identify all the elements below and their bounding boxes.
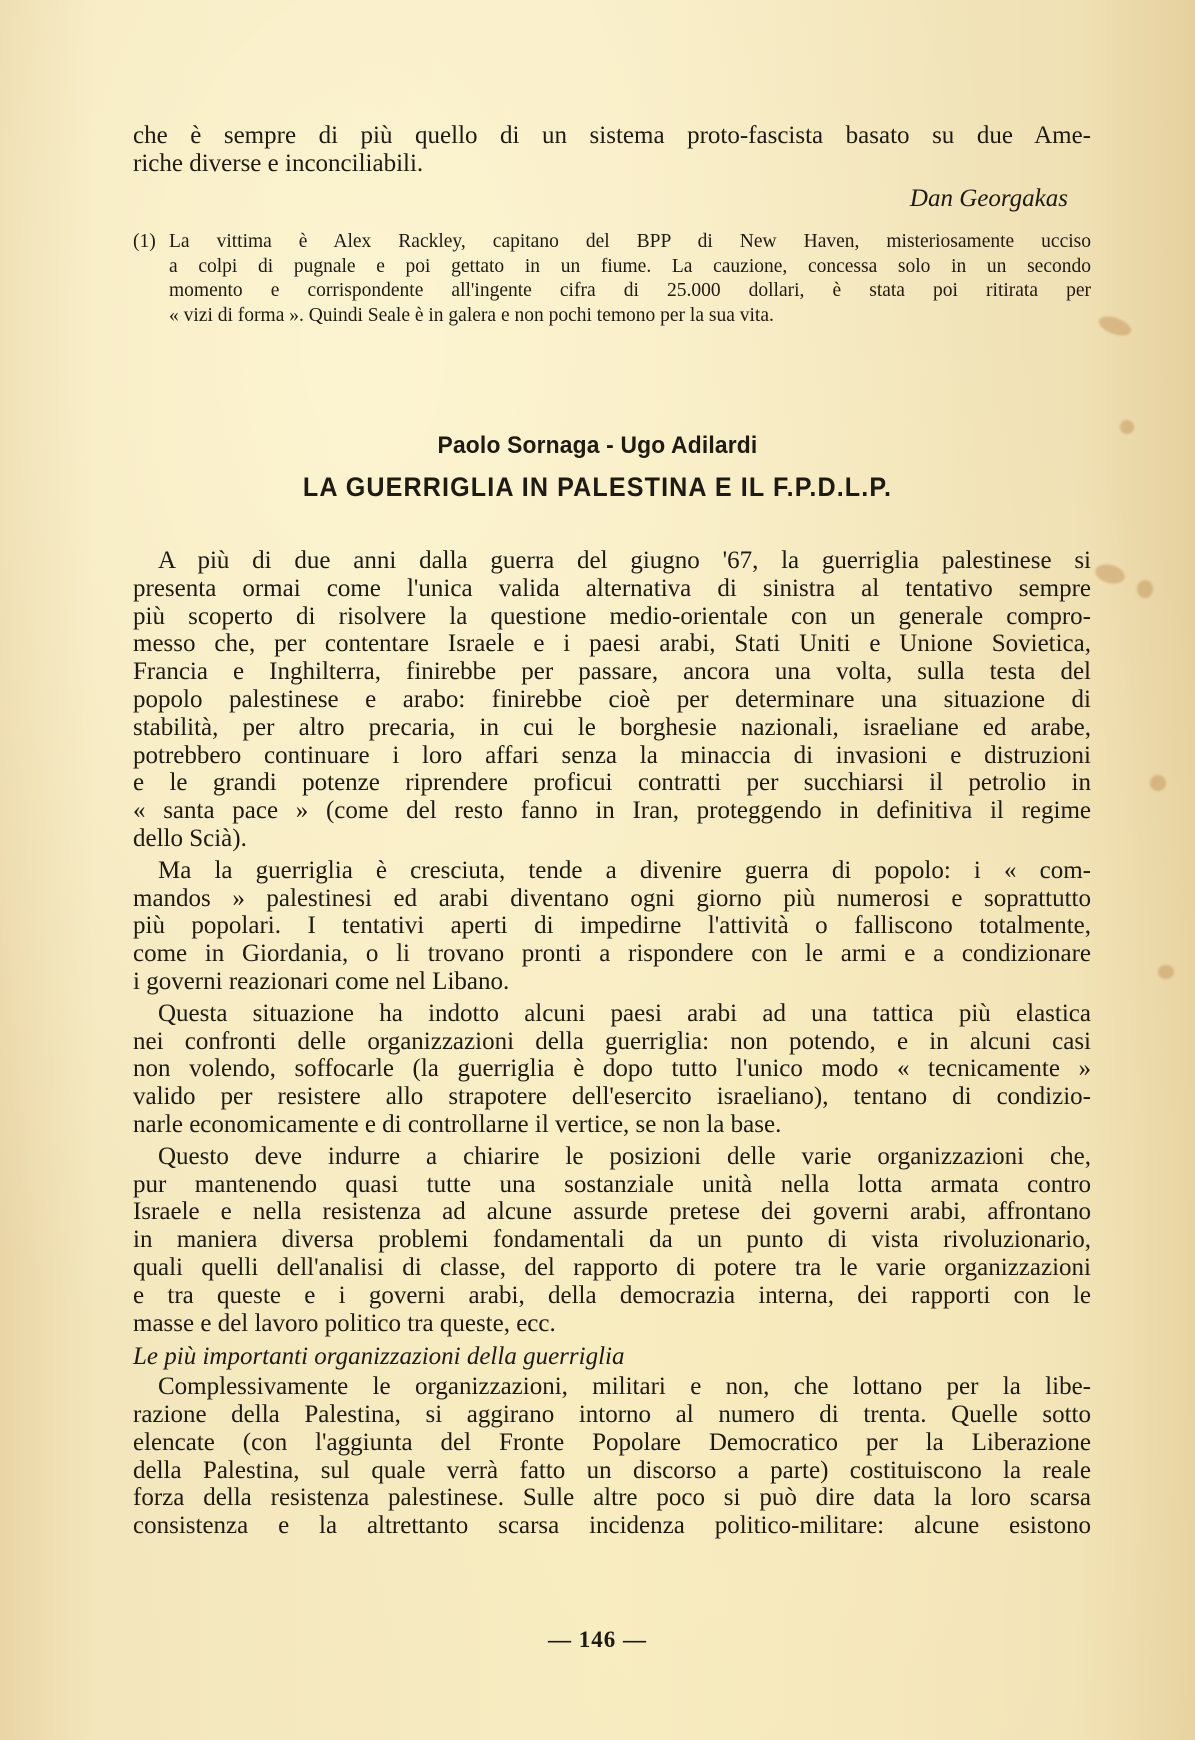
footnote-line: a colpi di pugnale e poi gettato in un fiume. La cauzione, concessa solo in un secondo: [169, 255, 1091, 277]
text-line: e le grandi potenze riprendere proficui contratti per succhiarsi il petrolio in: [133, 769, 1091, 797]
paragraph: [133, 547, 1091, 853]
text-line: messo che, per contentare Israele e i paesi arabi, Stati Uniti e Unione Sovietica,: [133, 630, 1091, 658]
text-line: potrebbero continuare i loro affari senza la minaccia di invasioni e distruzioni: [133, 741, 1091, 769]
previous-article-ending: [133, 122, 1091, 178]
text-line: e tra queste e i governi arabi, della democrazia interna, dei rapporti con le: [133, 1281, 1091, 1309]
article-authors: Paolo Sornaga - Ugo Adilardi: [437, 432, 758, 459]
footnote: [133, 230, 1091, 328]
text-line: presenta ormai come l'unica valida alternativa di sinistra al tentativo sempre: [133, 574, 1091, 602]
text-line: razione della Palestina, si aggirano intorno al numero di trenta. Quelle sotto: [133, 1400, 1091, 1428]
stain-mark: [1137, 580, 1153, 598]
footnote-line: La vittima è Alex Rackley, capitano del BPP di New Haven, misteriosamente ucciso: [169, 231, 1091, 252]
text-line: che è sempre di più quello di un sistema proto-fascista basato su due Ame-: [133, 122, 1091, 149]
text-line: forza della resistenza palestinese. Sulle altre poco si può dire data la loro scarsa: [133, 1484, 1091, 1512]
text-line: popolo palestinese e arabo: finirebbe cioè per determinare una situazione di: [133, 685, 1091, 713]
text-line: Francia e Inghilterra, finirebbe per passare, ancora una volta, sulla testa del: [133, 658, 1091, 686]
paragraph: [133, 1143, 1091, 1338]
text-line: Complessivamente le organizzazioni, militari e non, che lottano per la libe-: [158, 1373, 1091, 1401]
text-line: consistenza e la altrettanto scarsa incidenza politico-militare: alcune esistono: [133, 1512, 1091, 1540]
text-line: i governi reazionari come nel Libano.: [133, 967, 510, 995]
text-line: pur mantenendo quasi tutte una sostanziale unità nella lotta armata contro: [133, 1170, 1091, 1198]
article-title: LA GUERRIGLIA IN PALESTINA E IL F.P.D.L.P.: [302, 472, 893, 502]
footnote-body: [133, 230, 1091, 328]
article-body: [133, 547, 1091, 1540]
text-line: quali quelli dell'analisi di classe, del rapporto di potere tra le varie organizzazioni: [133, 1253, 1091, 1281]
text-line: in maniera diversa problemi fondamentali da un punto di vista rivoluzionario,: [133, 1226, 1091, 1254]
text-line: « santa pace » (come del resto fanno in Iran, proteggendo in definitiva il regime: [133, 797, 1091, 825]
stain-mark: [1158, 965, 1174, 979]
text-line: elencate (con l'aggiunta del Fronte Popolare Democratico per la Liberazione: [133, 1428, 1091, 1456]
paragraph: [133, 1000, 1091, 1139]
stain-mark: [1093, 561, 1127, 586]
text-line: come in Giordania, o li trovano pronti a rispondere con le armi e a condizionare: [133, 940, 1091, 968]
text-line: nei confronti delle organizzazioni della guerriglia: non potendo, e in alcuni casi: [133, 1027, 1091, 1055]
text-line: più popolari. I tentativi aperti di impedirne l'attività o falliscono totalmente,: [133, 912, 1091, 940]
page-number: [0, 1627, 1195, 1653]
text-line: dello Scià).: [133, 824, 247, 852]
paragraph: [133, 1373, 1091, 1540]
text-line: riche diverse e inconciliabili.: [133, 149, 424, 177]
text-line: Israele e nella resistenza ad alcune assurde pretese dei governi arabi, affrontano: [133, 1198, 1091, 1226]
author-signature: Dan Georgakas: [909, 185, 1068, 212]
footnote-line: « vizi di forma ». Quindi Seale è in galera e non pochi temono per la sua vita.: [169, 304, 774, 326]
page-number-value: 146: [578, 1627, 617, 1652]
text-line: non volendo, soffocarle (la guerriglia è dopo tutto l'unico modo « tecnicamente »: [133, 1055, 1091, 1083]
stain-mark: [1150, 775, 1166, 791]
text-line: della Palestina, sul quale verrà fatto un discorso a parte) costituiscono la reale: [133, 1456, 1091, 1484]
footnote-marker: (1): [133, 231, 156, 252]
text-line: A più di due anni dalla guerra del giugno '67, la guerriglia palestinese si: [158, 547, 1091, 574]
footnote-line: momento e corrispondente all'ingente cifra di 25.000 dollari, è stata poi ritirata per: [169, 280, 1091, 301]
text-line: mandos » palestinesi ed arabi diventano ogni giorno più numerosi e soprattutto: [133, 884, 1091, 912]
text-line: Ma la guerriglia è cresciuta, tende a divenire guerra di popolo: i « com-: [158, 856, 1091, 884]
text-line: stabilità, per altro precaria, in cui le borghesie nazionali, israeliane ed arabe,: [133, 713, 1091, 741]
text-line: narle economicamente e di controllarne il vertice, se non la base.: [133, 1110, 782, 1138]
text-line: masse e del lavoro politico tra queste, ecc.: [133, 1309, 556, 1337]
paragraph: [133, 857, 1091, 996]
text-line: più scoperto di risolvere la questione medio-orientale con un generale compro-: [133, 602, 1091, 630]
text-line: Questo deve indurre a chiarire le posizioni delle varie organizzazioni che,: [158, 1142, 1091, 1170]
page-number-dash-right: —: [623, 1627, 647, 1652]
text-line: Questa situazione ha indotto alcuni paesi arabi ad una tattica più elastica: [158, 999, 1091, 1027]
page-number-dash-left: —: [548, 1627, 572, 1652]
section-heading: Le più importanti organizzazioni della guerriglia: [133, 1343, 625, 1371]
stain-mark: [1096, 313, 1133, 340]
text-line: valido per resistere allo strapotere dell'esercito israeliano), tentano di condizio-: [133, 1083, 1091, 1111]
